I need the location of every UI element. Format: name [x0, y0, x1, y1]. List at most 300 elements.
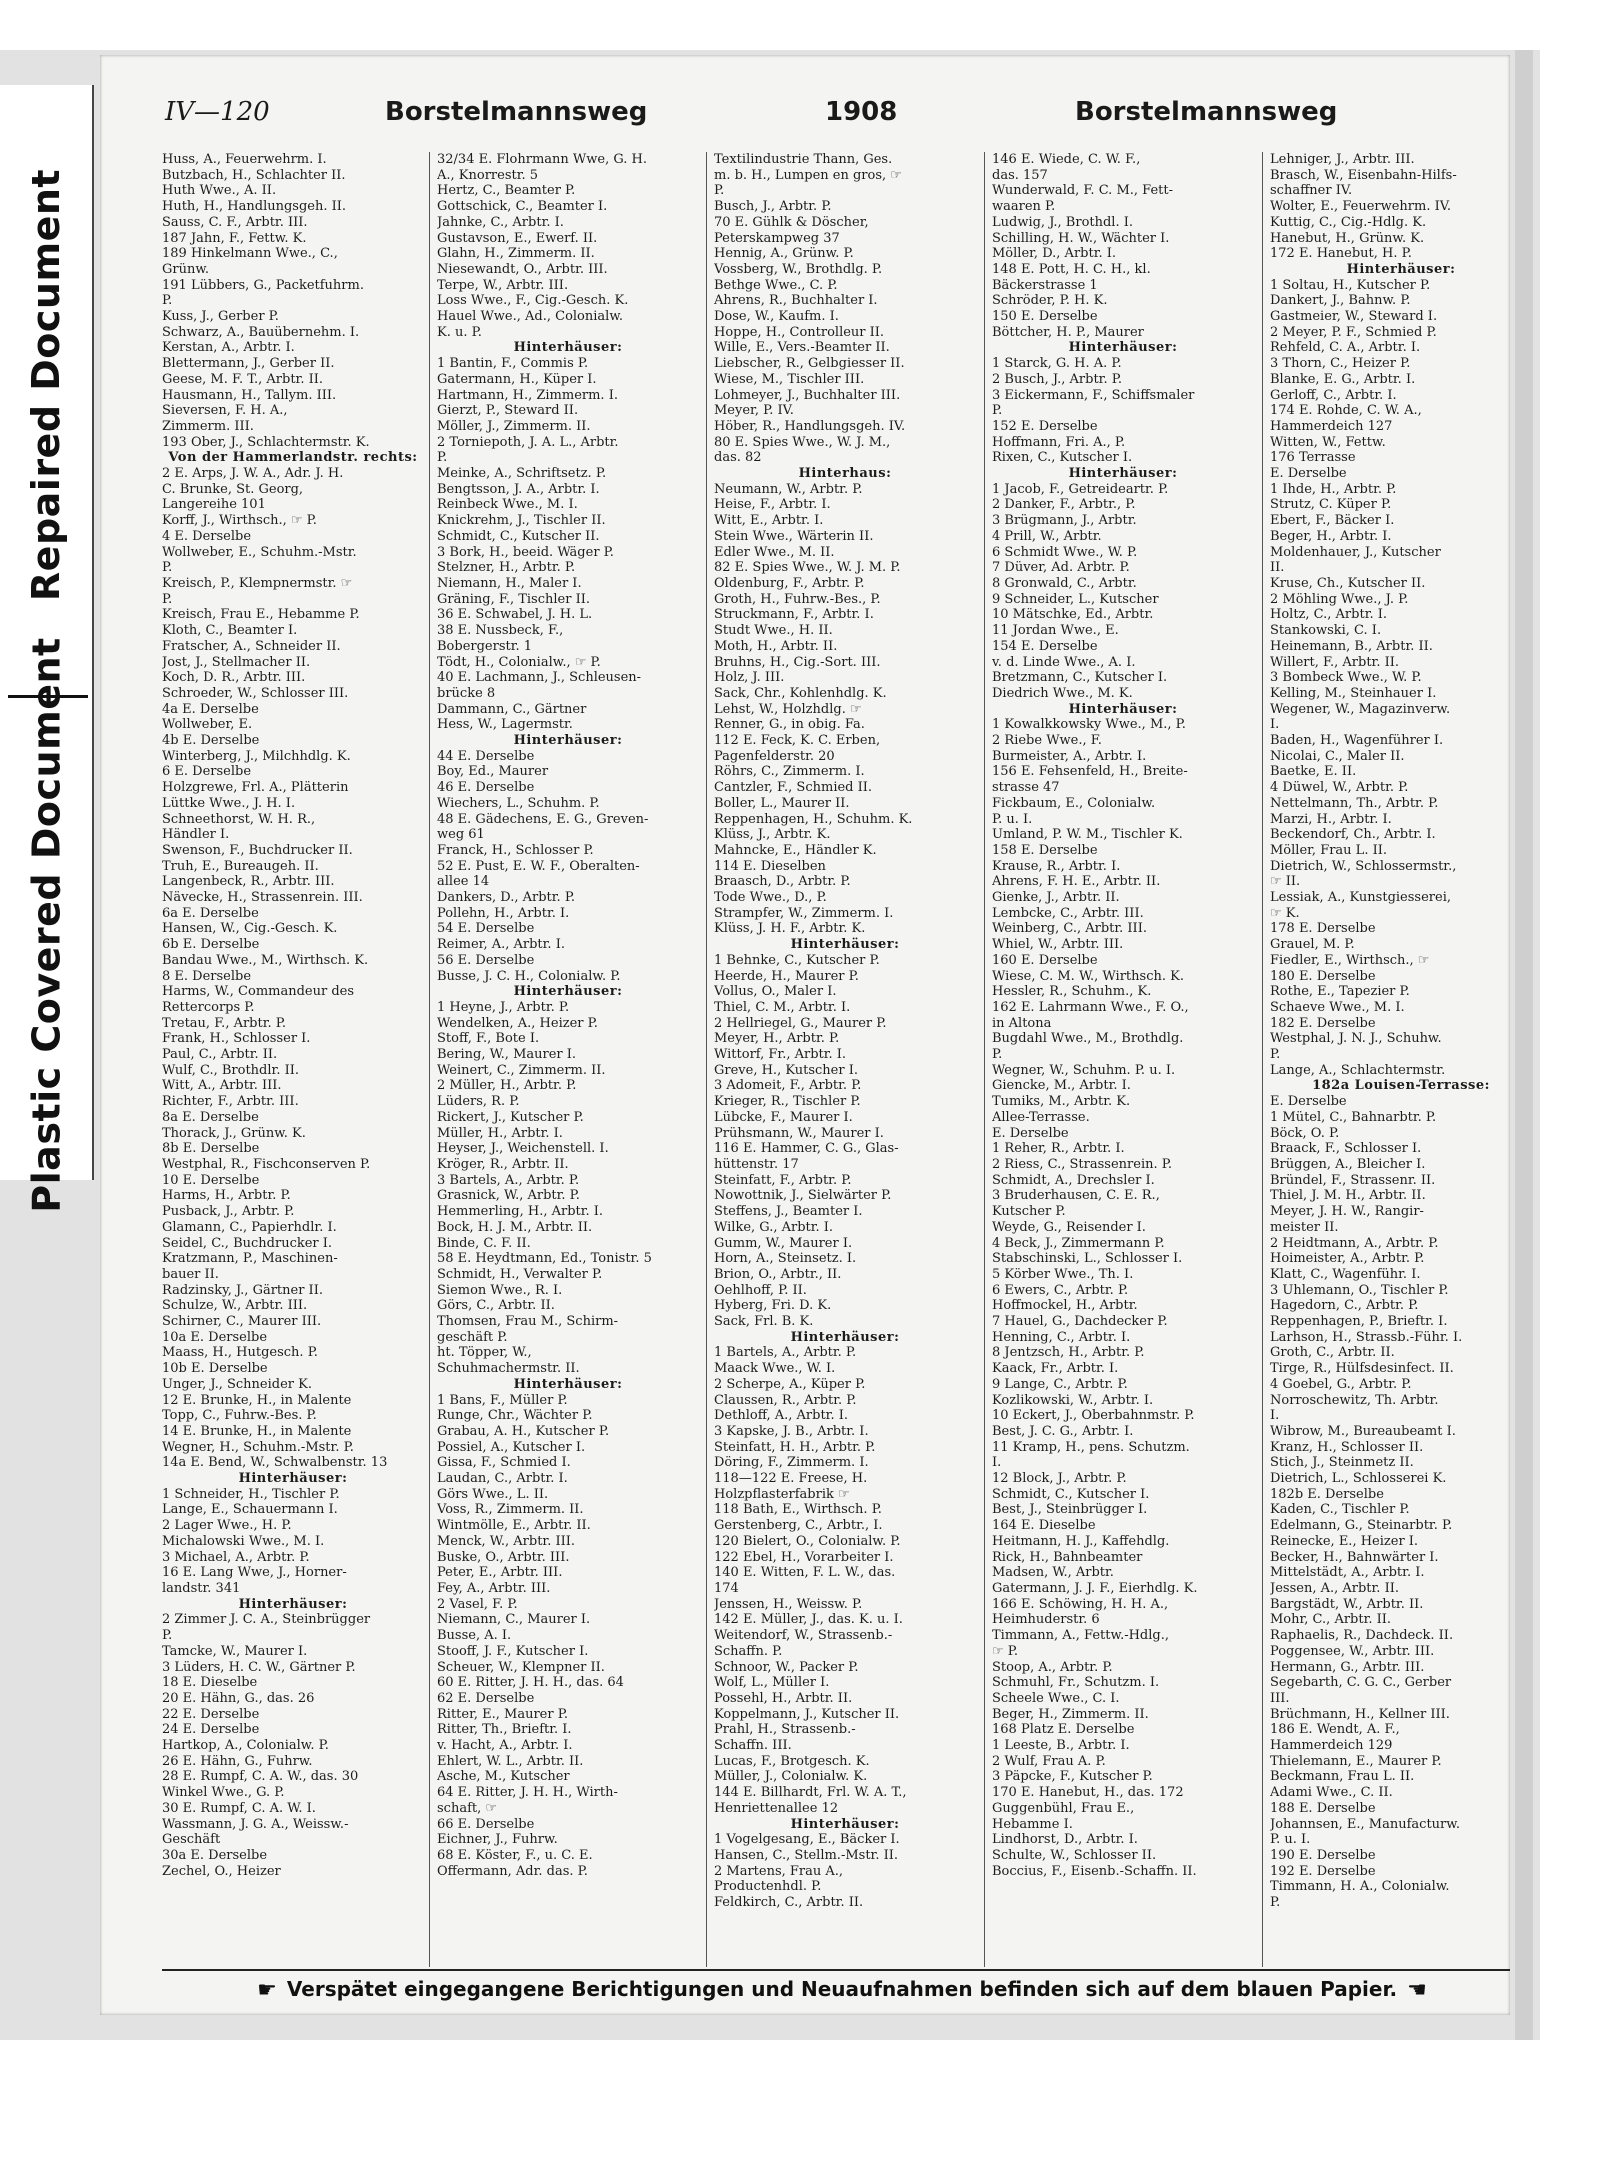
directory-entry: 58 E. Heydtmann, Ed., Tonistr. 5: [437, 1251, 652, 1267]
directory-entry: Ahrens, F. H. E., Arbtr. II.: [992, 874, 1161, 890]
directory-entry: 11 Jordan Wwe., E.: [992, 623, 1119, 639]
directory-entry: Klüss, J., Arbtr. K.: [714, 827, 831, 843]
section-heading: Hinterhäuser:: [238, 1471, 348, 1487]
directory-entry: P.: [162, 560, 173, 576]
directory-entry: Bugdahl Wwe., M., Brothdlg.: [992, 1031, 1184, 1047]
directory-entry: Kloth, C., Beamter I.: [162, 623, 298, 639]
directory-entry: 2 Müller, H., Arbtr. P.: [437, 1078, 577, 1094]
directory-entry: 70 E. Gühlk & Döscher,: [714, 214, 869, 230]
directory-entry: Westphal, J. N. J., Schuhw.: [1270, 1031, 1442, 1047]
directory-entry: Schaffn. III.: [714, 1738, 792, 1754]
directory-entry: Westphal, R., Fischconserven P.: [162, 1157, 371, 1172]
directory-entry: Busse, J. C. H., Colonialw. P.: [437, 968, 621, 984]
directory-entry: Böttcher, H. P., Maurer: [992, 324, 1144, 340]
directory-entry: Stein Wwe., Wärterin II.: [714, 528, 874, 544]
directory-entry: Groth, H., Fuhrw.-Bes., P.: [714, 591, 881, 607]
directory-entry: Wendelken, A., Heizer P.: [437, 1015, 598, 1031]
directory-entry: Marzi, H., Arbtr. I.: [1270, 811, 1392, 827]
directory-entry: Bründel, F., Strassenr. II.: [1270, 1172, 1436, 1188]
directory-entry: Bobergerstr. 1: [437, 638, 533, 654]
directory-entry: Möller, Frau L. II.: [1270, 842, 1387, 858]
directory-entry: P.: [992, 403, 1003, 419]
directory-entry: Gierzt, P., Steward II.: [437, 403, 579, 419]
directory-entry: Heerde, H., Maurer P.: [714, 968, 859, 984]
directory-entry: Winkel Wwe., G. P.: [162, 1785, 285, 1801]
directory-entry: strasse 47: [992, 780, 1060, 796]
directory-entry: P.: [1270, 1047, 1281, 1063]
directory-entry: Dankert, J., Bahnw. P.: [1270, 293, 1411, 309]
directory-entry: Grünw.: [162, 261, 210, 277]
directory-entry: 166 E. Schöwing, H. H. A.,: [992, 1596, 1169, 1612]
directory-entry: 80 E. Spies Wwe., W. J. M.,: [714, 434, 891, 450]
directory-entry: Kratzmann, P., Maschinen-: [162, 1251, 338, 1267]
directory-entry: Rettercorps P.: [162, 999, 255, 1015]
directory-entry: Gissa, F., Schmied I.: [437, 1455, 571, 1471]
directory-entry: 12 E. Brunke, H., in Malente: [162, 1392, 352, 1408]
directory-entry: 4a E. Derselbe: [162, 701, 259, 717]
directory-entry: 52 E. Pust, E. W. F., Oberalten-: [437, 858, 640, 874]
directory-entry: Ehlert, W. L., Arbtr. II.: [437, 1753, 584, 1769]
column-rule: [429, 152, 430, 1967]
directory-entry: 48 E. Gädechens, E. G., Greven-: [437, 811, 649, 827]
directory-entry: Sauss, C. F., Arbtr. III.: [162, 214, 308, 230]
directory-entry: 3 Bork, H., beeid. Wäger P.: [437, 544, 614, 560]
directory-entry: Fratscher, A., Schneider II.: [162, 638, 341, 654]
directory-entry: Edelmann, G., Steinarbtr. P.: [1270, 1518, 1453, 1534]
directory-entry: Franck, H., Schlosser P.: [437, 842, 594, 858]
directory-entry: P.: [1270, 1895, 1281, 1911]
directory-entry: Neumann, W., Arbtr. P.: [714, 481, 863, 497]
directory-entry: Seidel, C., Buchdrucker I.: [162, 1235, 333, 1251]
directory-entry: Prahl, H., Strassenb.-: [714, 1722, 856, 1738]
directory-entry: ☞ K.: [1270, 905, 1300, 921]
directory-entry: ht. Töpper, W.,: [437, 1345, 532, 1361]
directory-entry: Stelzner, H., Arbtr. P.: [437, 560, 576, 576]
directory-entry: 2 Riess, C., Strassenrein. P.: [992, 1157, 1172, 1172]
directory-entry: 1 Leeste, B., Arbtr. I.: [992, 1738, 1130, 1754]
directory-entry: 4 Beck, J., Zimmermann P.: [992, 1235, 1165, 1251]
directory-entry: Jenssen, H., Weissw. P.: [714, 1596, 863, 1612]
directory-entry: Hammerdeich 127: [1270, 418, 1393, 434]
directory-entry: Kreisch, Frau E., Hebamme P.: [162, 607, 360, 623]
section-heading: Hinterhäuser:: [790, 1329, 900, 1345]
directory-entry: Moldenhauer, J., Kutscher: [1270, 544, 1441, 560]
directory-entry: III.: [1270, 1690, 1290, 1706]
directory-entry: 164 E. Dieselbe: [992, 1518, 1096, 1534]
directory-entry: 3 Kapske, J. B., Arbtr. I.: [714, 1423, 869, 1439]
directory-entry: 30a E. Derselbe: [162, 1847, 268, 1863]
directory-entry: Koppelmann, J., Kutscher II.: [714, 1706, 900, 1722]
directory-entry: 6b E. Derselbe: [162, 937, 260, 953]
directory-entry: Bock, H. J. M., Arbtr. II.: [437, 1219, 593, 1235]
directory-entry: Wunderwald, F. C. M., Fett-: [992, 183, 1173, 199]
directory-entry: Ritter, Th., Brieftr. I.: [437, 1722, 572, 1738]
directory-entry: Scheuer, W., Klempner II.: [437, 1659, 605, 1675]
directory-entry: 2 E. Arps, J. W. A., Adr. J. H.: [162, 466, 344, 482]
directory-entry: Knickrehm, J., Tischler II.: [437, 513, 606, 529]
directory-entry: 187 Jahn, F., Fettw. K.: [162, 230, 307, 246]
directory-entry: Wolf, L., Müller I.: [714, 1675, 830, 1691]
directory-entry: Nicolai, C., Maler II.: [1270, 748, 1405, 764]
directory-entry: 4 E. Derselbe: [162, 528, 252, 544]
street-name-right: Borstelmannsweg: [1075, 97, 1338, 127]
directory-entry: 12 Block, J., Arbtr. P.: [992, 1471, 1127, 1487]
directory-entry: Kutscher P.: [992, 1204, 1066, 1220]
directory-entry: Schulze, W., Arbtr. III.: [162, 1298, 308, 1314]
section-heading: Hinterhäuser:: [1068, 466, 1178, 482]
directory-entry: Hammerdeich 129: [1270, 1738, 1393, 1754]
directory-entry: Gastmeier, W., Steward I.: [1270, 309, 1438, 325]
directory-entry: Johannsen, E., Manufacturw.: [1270, 1816, 1460, 1832]
page-number: IV—120: [165, 97, 270, 127]
directory-entry: 174 E. Rohde, C. W. A.,: [1270, 403, 1422, 419]
directory-entry: Baetke, E. II.: [1270, 764, 1357, 780]
directory-entry: Schulte, W., Schlosser II.: [992, 1847, 1157, 1863]
directory-entry: 122 Ebel, H., Vorarbeiter I.: [714, 1549, 894, 1565]
directory-entry: Schröder, P. H. K.: [992, 293, 1108, 309]
directory-entry: Henriettenallee 12: [714, 1800, 839, 1816]
directory-entry: Beckendorf, Ch., Arbtr. I.: [1270, 827, 1436, 843]
directory-entry: P. u. I.: [992, 811, 1033, 827]
directory-entry: Rick, H., Bahnbeamter: [992, 1549, 1143, 1565]
directory-entry: Dietrich, W., Schlossermstr.,: [1270, 858, 1457, 874]
directory-entry: Wiese, M., Tischler III.: [714, 371, 865, 387]
directory-columns: [162, 152, 1510, 1967]
directory-entry: Höber, R., Handlungsgeh. IV.: [714, 418, 906, 434]
column-rule: [984, 152, 985, 1967]
directory-entry: Gumm, W., Maurer I.: [714, 1235, 853, 1251]
section-heading: Von der Hammerlandstr. rechts:: [168, 450, 418, 466]
directory-entry: Niemann, H., Maler I.: [437, 575, 582, 591]
directory-entry: Wegner, H., Schuhm.-Mstr. P.: [162, 1439, 354, 1455]
directory-entry: 3 Uhlemann, O., Tischler P.: [1270, 1282, 1449, 1298]
directory-entry: Kelling, M., Steinhauer I.: [1270, 685, 1437, 701]
directory-entry: I.: [992, 1455, 1002, 1471]
directory-entry: Whiel, W., Arbtr. III.: [992, 937, 1124, 953]
directory-entry: Koch, D. R., Arbtr. III.: [162, 670, 306, 686]
directory-entry: Ahrens, R., Buchhalter I.: [714, 293, 878, 309]
column-rule: [1262, 152, 1263, 1967]
section-heading: Hinterhäuser:: [513, 733, 623, 749]
directory-entry: Oehlhoff, P. II.: [714, 1282, 807, 1298]
directory-entry: 7 Düver, Ad. Arbtr. P.: [992, 560, 1130, 576]
directory-entry: Larhson, H., Strassb.-Führ. I.: [1270, 1329, 1463, 1345]
directory-entry: Witt, E., Arbtr. I.: [714, 513, 824, 529]
directory-entry: Holzgrewe, Frl. A., Plätterin: [162, 780, 349, 796]
directory-entry: Klüss, J. H. F., Arbtr. K.: [714, 921, 866, 937]
directory-entry: Tretau, F., Arbtr. P.: [162, 1015, 287, 1031]
directory-entry: Lohmeyer, J., Buchhalter III.: [714, 387, 901, 403]
directory-entry: Pollehn, H., Arbtr. I.: [437, 905, 570, 921]
directory-entry: Hartmann, H., Zimmerm. I.: [437, 387, 618, 403]
directory-entry: Stooff, J. F., Kutscher I.: [437, 1643, 589, 1659]
directory-column: [1270, 152, 1510, 1967]
directory-entry: Madsen, W., Arbtr.: [992, 1565, 1114, 1581]
directory-page: [100, 55, 1510, 2015]
section-heading: Hinterhäuser:: [790, 937, 900, 953]
directory-entry: Dose, W., Kaufm. I.: [714, 309, 839, 325]
directory-entry: Kaden, C., Tischler P.: [1270, 1502, 1410, 1518]
directory-entry: 1 Soltau, H., Kutscher P.: [1270, 277, 1431, 293]
directory-entry: Laudan, C., Arbtr. I.: [437, 1471, 568, 1487]
directory-entry: Becker, H., Bahnwärter I.: [1270, 1549, 1439, 1565]
directory-entry: Wegener, W., Magazinverw.: [1270, 701, 1451, 717]
directory-entry: 3 Brügmann, J., Arbtr.: [992, 513, 1137, 529]
directory-entry: Hoppe, H., Controlleur II.: [714, 324, 885, 340]
directory-entry: 66 E. Derselbe: [437, 1816, 535, 1832]
directory-entry: Diedrich Wwe., M. K.: [992, 685, 1133, 701]
directory-entry: Possiel, A., Kutscher I.: [437, 1439, 586, 1455]
directory-entry: Weyde, G., Reisender I.: [992, 1219, 1146, 1235]
directory-entry: das. 82: [714, 450, 762, 466]
directory-entry: 68 E. Köster, F., u. C. E.: [437, 1847, 593, 1863]
directory-entry: 150 E. Derselbe: [992, 309, 1098, 325]
directory-entry: Runge, Chr., Wächter P.: [437, 1408, 593, 1424]
directory-entry: Hennig, A., Grünw. P.: [714, 246, 854, 262]
directory-entry: Boller, L., Maurer II.: [714, 795, 850, 811]
directory-entry: Wegner, W., Schuhm. P. u. I.: [992, 1062, 1176, 1078]
directory-entry: 191 Lübbers, G., Packetfuhrm.: [162, 277, 364, 293]
directory-entry: 4b E. Derselbe: [162, 733, 260, 749]
directory-entry: brücke 8: [437, 685, 496, 701]
directory-entry: Meinke, A., Schriftsetz. P.: [437, 466, 607, 482]
directory-entry: Norroschewitz, Th. Arbtr.: [1270, 1392, 1439, 1408]
directory-entry: Hauel Wwe., Ad., Colonialw.: [437, 309, 624, 325]
directory-entry: Hansen, C., Stellm.-Mstr. II.: [714, 1847, 898, 1863]
directory-entry: Hausmann, H., Tallym. III.: [162, 387, 337, 403]
directory-entry: Grauel, M. P.: [1270, 937, 1355, 953]
directory-entry: 188 E. Derselbe: [1270, 1800, 1376, 1816]
directory-entry: Bargstädt, W., Arbtr. II.: [1270, 1596, 1424, 1612]
directory-entry: 1 Bantin, F., Commis P.: [437, 356, 589, 372]
directory-entry: 3 Päpcke, F., Kutscher P.: [992, 1769, 1153, 1785]
directory-entry: Richter, F., Arbtr. III.: [162, 1094, 299, 1110]
directory-entry: 140 E. Witten, F. L. W., das.: [714, 1565, 896, 1581]
directory-entry: Thomsen, Frau M., Schirm-: [437, 1314, 619, 1330]
directory-entry: Strampfer, W., Zimmerm. I.: [714, 905, 894, 921]
directory-entry: 172 E. Hanebut, H. P.: [1270, 246, 1412, 262]
directory-entry: Kröger, R., Arbtr. II.: [437, 1157, 569, 1172]
year: 1908: [825, 97, 898, 127]
section-heading: Hinterhäuser:: [513, 340, 623, 356]
directory-entry: Allee-Terrasse.: [992, 1109, 1090, 1125]
directory-entry: Böck, O. P.: [1270, 1125, 1340, 1141]
directory-entry: Lucas, F., Brotgesch. K.: [714, 1753, 870, 1769]
directory-entry: Lange, E., Schauermann I.: [162, 1502, 338, 1518]
directory-entry: Brion, O., Arbtr., II.: [714, 1266, 842, 1282]
directory-entry: 142 E. Müller, J., das. K. u. I.: [714, 1612, 903, 1628]
directory-entry: Boy, Ed., Maurer: [437, 764, 549, 780]
directory-entry: 40 E. Lachmann, J., Schleusen-: [437, 670, 642, 686]
directory-entry: Gerloff, C., Arbtr. I.: [1270, 387, 1397, 403]
directory-entry: 182 E. Derselbe: [1270, 1015, 1376, 1031]
directory-entry: 2 Meyer, P. F., Schmied P.: [1270, 324, 1437, 340]
directory-entry: 3 Eickermann, F., Schiffsmaler: [992, 387, 1195, 403]
directory-entry: v. d. Linde Wwe., A. I.: [992, 654, 1136, 670]
pointing-hand-icon: ☚: [1407, 1978, 1427, 2003]
directory-entry: 3 Thorn, C., Heizer P.: [1270, 356, 1411, 372]
directory-entry: Paul, C., Arbtr. II.: [162, 1047, 278, 1063]
directory-entry: Reinecke, E., Heizer I.: [1270, 1533, 1419, 1549]
directory-entry: Gustavson, E., Ewerf. II.: [437, 230, 598, 246]
directory-column: [714, 152, 976, 1967]
directory-entry: Wolter, E., Feuerwehrm. IV.: [1270, 199, 1451, 215]
directory-entry: Thorack, J., Grünw. K.: [162, 1125, 306, 1141]
directory-entry: Beckmann, Frau L. II.: [1270, 1769, 1415, 1785]
directory-entry: Kuss, J., Gerber P.: [162, 309, 279, 325]
directory-entry: Ritter, E., Maurer P.: [437, 1706, 568, 1722]
directory-entry: Wintmölle, E., Arbtr. II.: [437, 1518, 591, 1534]
directory-entry: Schirner, C., Maurer III.: [162, 1314, 322, 1330]
page-header: [165, 97, 1465, 137]
directory-entry: 4 Goebel, G., Arbtr. P.: [1270, 1376, 1412, 1392]
directory-entry: Meyer, P. IV.: [714, 403, 794, 419]
directory-entry: ☞ P.: [992, 1643, 1019, 1659]
directory-entry: Tödt, H., Colonialw., ☞ P.: [437, 654, 601, 670]
directory-entry: 2 Zimmer J. C. A., Steinbrügger: [162, 1612, 371, 1628]
directory-entry: 32/34 E. Flohrmann Wwe, G. H.: [437, 152, 647, 167]
directory-entry: Renner, G., in obig. Fa.: [714, 717, 865, 733]
footer-note: [162, 1977, 1510, 2013]
directory-entry: 186 E. Wendt, A. F.,: [1270, 1722, 1400, 1738]
directory-entry: Loss Wwe., F., Cig.-Gesch. K.: [437, 293, 629, 309]
directory-entry: Edler Wwe., M. II.: [714, 544, 835, 560]
directory-entry: Görs, C., Arbtr. II.: [437, 1298, 555, 1314]
directory-entry: Meyer, J. H. W., Rangir-: [1270, 1204, 1424, 1220]
directory-entry: Braasch, D., Arbtr. P.: [714, 874, 851, 890]
directory-entry: Menck, W., Arbtr. III.: [437, 1533, 576, 1549]
directory-entry: Cantzler, F., Schmied II.: [714, 780, 873, 796]
directory-entry: Giencke, M., Arbtr. I.: [992, 1078, 1131, 1094]
directory-entry: 3 Bombeck Wwe., W. P.: [1270, 670, 1422, 686]
directory-entry: 3 Bartels, A., Arbtr. P.: [437, 1172, 580, 1188]
directory-entry: Heinemann, B., Arbtr. II.: [1270, 638, 1433, 654]
section-heading: 182a Louisen-Terrasse:: [1312, 1078, 1490, 1094]
directory-entry: Stoop, A., Arbtr. P.: [992, 1659, 1113, 1675]
directory-entry: Schuhmachermstr. II.: [437, 1361, 580, 1377]
section-heading: Hinterhaus:: [798, 466, 892, 482]
directory-entry: Wulf, C., Brothdlr. II.: [162, 1062, 299, 1078]
directory-entry: Mahncke, E., Händler K.: [714, 842, 877, 858]
directory-entry: Lehst, W., Holzhdlg. ☞: [714, 701, 862, 717]
directory-entry: waaren P.: [992, 199, 1056, 215]
directory-entry: Wittorf, Fr., Arbtr. I.: [714, 1047, 847, 1063]
directory-entry: Kozlikowski, W., Arbtr. I.: [992, 1392, 1154, 1408]
directory-entry: 2 Danker, F., Arbtr., P.: [992, 497, 1136, 513]
directory-entry: Fey, A., Arbtr. III.: [437, 1580, 551, 1596]
directory-entry: Peterskampweg 37: [714, 230, 840, 246]
directory-entry: Eichner, J., Fuhrw.: [437, 1832, 558, 1848]
directory-entry: Maass, H., Hutgesch. P.: [162, 1345, 318, 1361]
directory-entry: Schmidt, H., Verwalter P.: [437, 1266, 603, 1282]
directory-entry: Wille, E., Vers.-Beamter II.: [714, 340, 890, 356]
directory-entry: K. u. P.: [437, 324, 482, 340]
directory-entry: 154 E. Derselbe: [992, 638, 1098, 654]
directory-entry: 146 E. Wiede, C. W. F.,: [992, 152, 1141, 167]
directory-entry: Best, J., Steinbrügger I.: [992, 1502, 1148, 1518]
section-heading: Hinterhäuser:: [1346, 261, 1456, 277]
directory-entry: 178 E. Derselbe: [1270, 921, 1376, 937]
directory-entry: Lehniger, J., Arbtr. III.: [1270, 152, 1415, 167]
directory-entry: Hemmerling, H., Arbtr. I.: [437, 1204, 604, 1220]
directory-entry: 24 E. Derselbe: [162, 1722, 260, 1738]
directory-entry: Blanke, E. G., Arbtr. I.: [1270, 371, 1416, 387]
directory-entry: 4 Düwel, W., Arbtr. P.: [1270, 780, 1409, 796]
footer-text: Verspätet eingegangene Berichtigungen und Neuaufnahmen befinden sich auf dem blauen Papier.: [286, 1977, 1398, 2001]
directory-entry: 9 Lange, C., Arbtr. P.: [992, 1376, 1128, 1392]
directory-entry: 8 E. Derselbe: [162, 968, 252, 984]
directory-entry: Hyberg, Fri. D. K.: [714, 1298, 832, 1314]
directory-entry: Groth, C., Arbtr. II.: [1270, 1345, 1395, 1361]
directory-entry: Meyer, H., Arbtr. P.: [714, 1031, 840, 1047]
directory-entry: Reimer, A., Arbtr. I.: [437, 937, 565, 953]
directory-entry: Steinfatt, H. H., Arbtr. P.: [714, 1439, 876, 1455]
directory-entry: meister II.: [1270, 1219, 1339, 1235]
directory-entry: Vollus, O., Maler I.: [714, 984, 837, 1000]
directory-entry: m. b. H., Lumpen en gros, ☞: [714, 167, 902, 183]
directory-entry: Hertz, C., Beamter P.: [437, 183, 576, 199]
directory-entry: 158 E. Derselbe: [992, 842, 1098, 858]
directory-entry: 28 E. Rumpf, C. A. W., das. 30: [162, 1769, 359, 1785]
directory-entry: Glamann, C., Papierhdlr. I.: [162, 1219, 337, 1235]
directory-entry: Glahn, H., Zimmerm. II.: [437, 246, 595, 262]
directory-entry: 120 Bielert, O., Colonialw. P.: [714, 1533, 901, 1549]
section-heading: Hinterhäuser:: [1068, 701, 1178, 717]
directory-entry: Pagenfelderstr. 20: [714, 748, 835, 764]
directory-entry: 11 Kramp, H., pens. Schutzm.: [992, 1439, 1190, 1455]
directory-entry: 6a E. Derselbe: [162, 905, 259, 921]
directory-entry: Schaeve Wwe., M. I.: [1270, 999, 1405, 1015]
directory-entry: Kranz, H., Schlosser II.: [1270, 1439, 1424, 1455]
directory-entry: Müller, J., Colonialw. K.: [714, 1769, 868, 1785]
directory-entry: 1 Heyne, J., Arbtr. P.: [437, 999, 570, 1015]
directory-entry: Müller, H., Arbtr. I.: [437, 1125, 563, 1141]
directory-entry: 156 E. Fehsenfeld, H., Breite-: [992, 764, 1188, 780]
directory-entry: das. 157: [992, 167, 1048, 183]
directory-entry: hüttenstr. 17: [714, 1157, 799, 1172]
column-rule: [706, 152, 707, 1967]
directory-entry: Sack, Chr., Kohlenhdlg. K.: [714, 685, 887, 701]
directory-entry: 6 E. Derselbe: [162, 764, 252, 780]
scan-edge-strip: [1515, 50, 1533, 2040]
directory-entry: 1 Kowalkkowsky Wwe., M., P.: [992, 717, 1186, 733]
pointing-hand-icon: ☛: [257, 1978, 277, 2003]
directory-entry: 1 Vogelgesang, E., Bäcker I.: [714, 1832, 900, 1848]
directory-entry: Heitmann, H. J., Kaffehdlg.: [992, 1533, 1170, 1549]
directory-entry: schaffner IV.: [1270, 183, 1353, 199]
directory-entry: Jahnke, C., Arbtr. I.: [437, 214, 564, 230]
directory-entry: Holzpflasterfabrik ☞: [714, 1486, 850, 1502]
directory-entry: 192 E. Derselbe: [1270, 1863, 1376, 1879]
directory-entry: Harms, W., Commandeur des: [162, 984, 355, 1000]
directory-entry: 2 Vasel, F. P.: [437, 1596, 518, 1612]
directory-entry: Döring, F., Zimmerm. I.: [714, 1455, 869, 1471]
directory-entry: schaft, ☞: [437, 1800, 498, 1816]
directory-entry: Unger, J., Schneider K.: [162, 1376, 312, 1392]
directory-entry: Ludwig, J., Brothdl. I.: [992, 214, 1134, 230]
directory-entry: Truh, E., Bureaugeh. II.: [162, 858, 319, 874]
directory-entry: 8a E. Derselbe: [162, 1109, 259, 1125]
side-label-plastic: Plastic Covered Document: [24, 637, 69, 1213]
directory-entry: Guggenbühl, Frau E.,: [992, 1800, 1135, 1816]
directory-entry: 160 E. Derselbe: [992, 952, 1098, 968]
directory-entry: Lange, A., Schlachtermstr.: [1270, 1062, 1446, 1078]
directory-entry: Kaack, Fr., Arbtr. I.: [992, 1361, 1119, 1377]
directory-entry: Frank, H., Schlosser I.: [162, 1031, 311, 1047]
directory-entry: Hess, W., Lagermstr.: [437, 717, 573, 733]
directory-entry: Winterberg, J., Milchhdlg. K.: [162, 748, 351, 764]
directory-entry: Holz, J. III.: [714, 670, 785, 686]
